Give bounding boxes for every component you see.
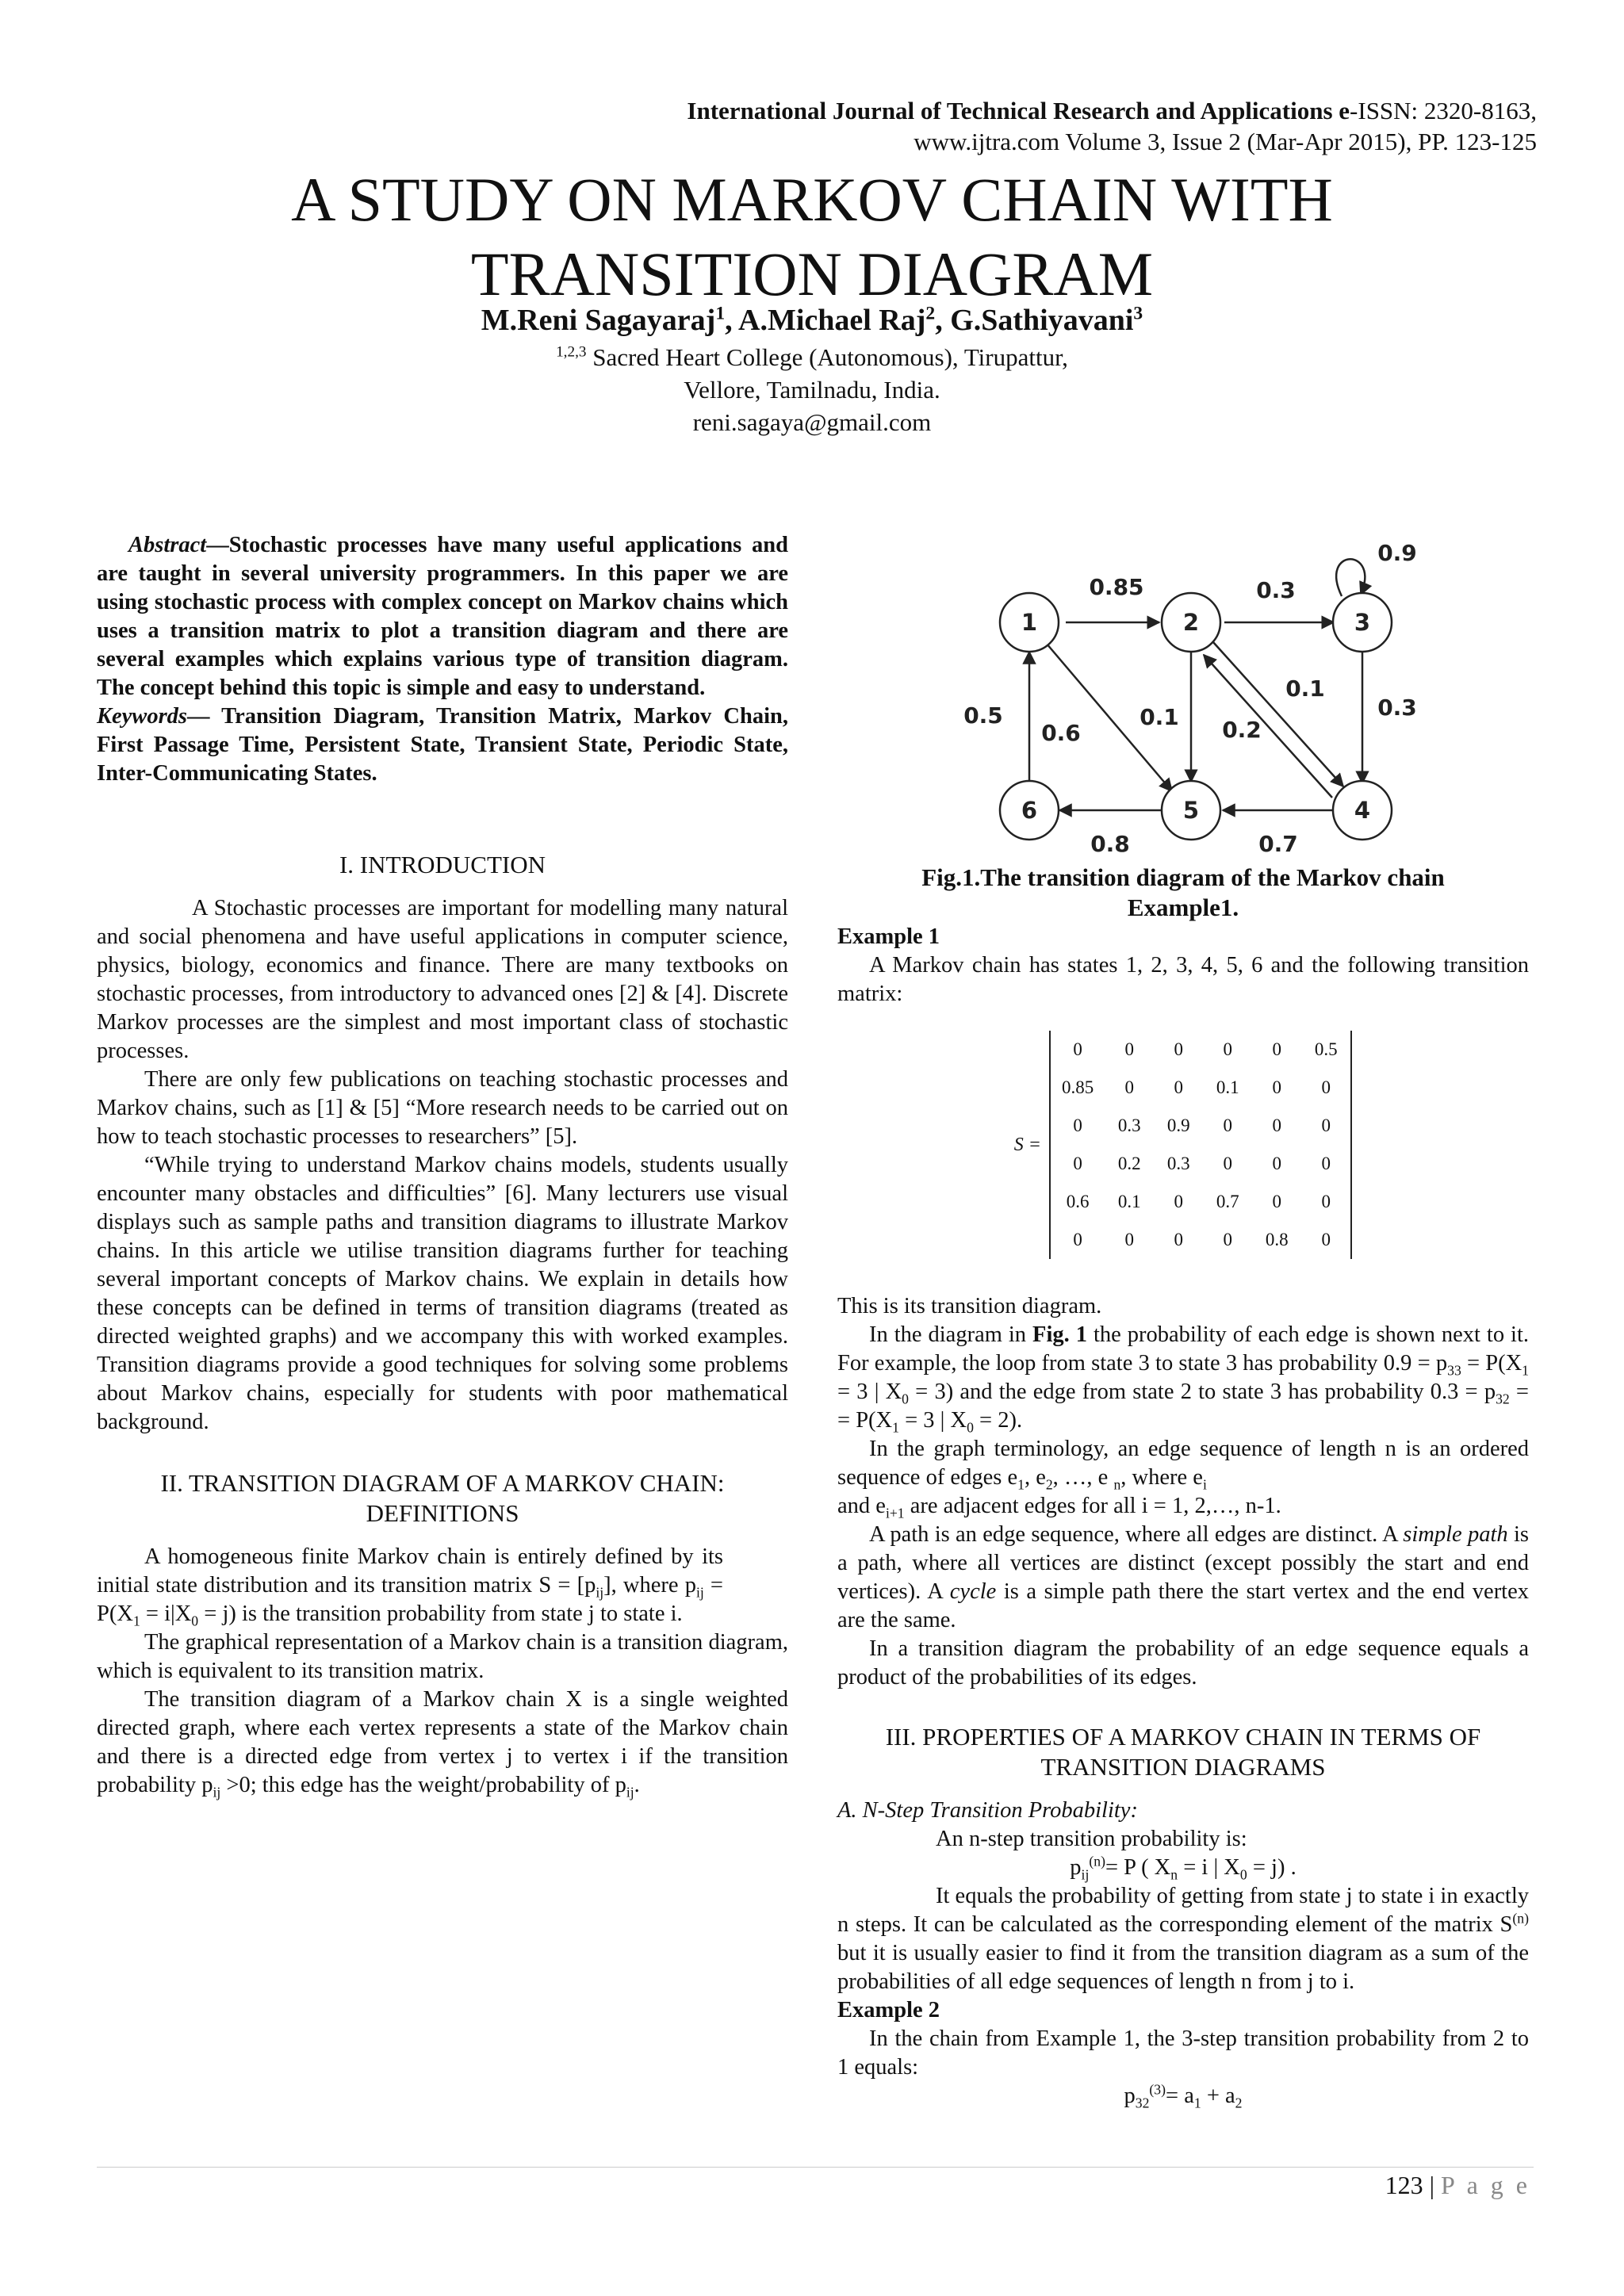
author-1: M.Reni Sagayaraj [481, 304, 716, 337]
weight-5-6: 0.8 [1090, 831, 1130, 857]
f-a: p [1070, 1855, 1082, 1880]
affiliation-text-1: Sacred Heart College (Autonomous), Tirupattur, [586, 343, 1068, 371]
title-line-2: TRANSITION DIAGRAM [470, 239, 1154, 308]
weight-2-4: 0.2 [1222, 717, 1262, 743]
left-column [97, 531, 788, 1800]
matrix-cell: 0 [1272, 1077, 1281, 1097]
f-sub2: n [1170, 1866, 1178, 1883]
author-3: , G.Sathiyavani [935, 304, 1134, 337]
transition-diagram [929, 531, 1437, 858]
weight-1-2: 0.85 [1089, 574, 1144, 600]
edge-3-3-loop [1336, 559, 1365, 596]
s2p1-a: A homogeneous finite Markov chain is entirely defined by its initial state distribution and its transition matrix S = [p [97, 1544, 723, 1598]
matrix-cell: 0 [1223, 1115, 1232, 1135]
matrix-cell: 0 [1272, 1039, 1281, 1059]
e1p2-d: = 3 | X [837, 1380, 902, 1404]
f-sub: ij [1081, 1866, 1090, 1883]
matrix-row [1050, 1221, 1351, 1259]
weight-2-5: 0.1 [1139, 704, 1179, 730]
section-2-paragraph-1 [97, 1543, 788, 1628]
page-word: P a g e [1440, 2171, 1530, 2199]
matrix-cell: 0 [1124, 1039, 1134, 1059]
section-2-heading [97, 1468, 788, 1529]
matrix-cell: 0 [1272, 1192, 1281, 1211]
e1p2-h: = 2). [973, 1408, 1023, 1433]
e1p2-f: = = P(X [837, 1380, 1529, 1433]
page-separator: | [1423, 2171, 1441, 2199]
f2-a: p [1124, 2084, 1136, 2108]
e1p2-fig-ref: Fig. 1 [1032, 1322, 1087, 1347]
e1p2-c: = P(X [1461, 1351, 1522, 1376]
example-1-text: A Markov chain has states 1, 2, 3, 4, 5, 6 and the following transition matrix: [837, 953, 1529, 1006]
matrix-cell: 0 [1073, 1039, 1082, 1059]
section-2-paragraph-2: The graphical representation of a Markov chain is a transition diagram, which is equivalent to its transition matrix. [97, 1630, 788, 1683]
e1p3-c: , …, e [1052, 1465, 1114, 1490]
s2p1-sub4: 0 [191, 1613, 199, 1629]
s2p1-d: = i|X [140, 1601, 192, 1626]
matrix-cell: 0 [1272, 1115, 1281, 1135]
author-2-sup: 2 [925, 303, 936, 324]
matrix-cell: 0 [1174, 1230, 1183, 1249]
matrix-cell: 0 [1272, 1154, 1281, 1173]
matrix-cell: 0 [1073, 1115, 1082, 1135]
author-list [0, 303, 1624, 338]
node-3-label: 3 [1354, 609, 1371, 636]
e1p2-s5: 1 [892, 1419, 899, 1436]
f-sub3: 0 [1239, 1866, 1247, 1883]
f2-b: = a [1166, 2084, 1194, 2108]
matrix-row [1050, 1069, 1351, 1107]
s2p1-b: ], where p [603, 1573, 696, 1598]
section-3-paragraph-1 [837, 1882, 1529, 1996]
example-2-text: In the chain from Example 1, the 3-step transition probability from 2 to 1 equals: [837, 2026, 1529, 2080]
e1p2-s4: 32 [1496, 1391, 1510, 1407]
n-step-formula [837, 1854, 1529, 1882]
example-1-paragraph-4 [837, 1521, 1529, 1635]
matrix-cell: 0 [1223, 1039, 1232, 1059]
page-number: 123 [1385, 2171, 1423, 2199]
weight-3-4: 0.3 [1377, 695, 1417, 721]
weight-1-5: 0.6 [1041, 720, 1081, 746]
section-2-title-2: DEFINITIONS [366, 1499, 519, 1527]
f2-sub: 32 [1135, 2095, 1150, 2111]
journal-line-2: www.ijtra.com Volume 3, Issue 2 (Mar-Apr 2015), PP. 123-125 [914, 128, 1537, 155]
matrix-cell: 0.9 [1166, 1115, 1190, 1135]
journal-issn: -ISSN: 2320-8163, [1350, 97, 1537, 124]
e1p2-b: the probability of each edge is shown next to it. For example, the loop from state 3 to state 3 has probability 0.9 = p [837, 1322, 1530, 1376]
title-line-1: A STUDY ON MARKOV CHAIN WITH [291, 165, 1333, 234]
example-1-after: This is its transition diagram. [837, 1294, 1102, 1318]
f-d: = j) . [1247, 1855, 1297, 1880]
matrix-row [1050, 1031, 1351, 1069]
example-1-paragraph-5: In a transition diagram the probability of an edge sequence equals a product of the probabilities of its edges. [837, 1636, 1529, 1689]
s2p1-sub1: ij [596, 1584, 604, 1601]
footer-rule [97, 2167, 1534, 2168]
matrix-label: S = [1013, 1135, 1041, 1155]
e1p4-a: A path is an edge sequence, where all edges are distinct. A [869, 1522, 1404, 1547]
affiliation-line-1 [0, 341, 1624, 373]
e1p2-g: = 3 | X [898, 1408, 967, 1433]
caption-line-1: Fig.1.The transition diagram of the Markov chain [921, 863, 1445, 891]
s2p1-e: = j) is the transition probability from state j to state i. [198, 1601, 683, 1626]
e1p2-s1: 33 [1447, 1362, 1461, 1379]
e1p3-f: are adjacent edges for all i = 1, 2,…, n-1. [904, 1494, 1281, 1518]
transition-matrix [837, 1031, 1529, 1259]
matrix-cell: 0 [1321, 1115, 1331, 1135]
subsection-a-heading: A. N-Step Transition Probability: [837, 1798, 1138, 1823]
matrix-cell: 0 [1174, 1077, 1183, 1097]
s2p1-c: = P(X [97, 1573, 723, 1626]
matrix-cell: 0.6 [1066, 1192, 1090, 1211]
section-1-num: I. I [339, 851, 369, 878]
node-2-label: 2 [1182, 609, 1200, 636]
matrix-cell: 0.1 [1117, 1192, 1141, 1211]
e1p3-d: , where e [1120, 1465, 1203, 1490]
matrix-cell: 0 [1321, 1154, 1331, 1173]
e1p3-a: In the graph terminology, an edge sequence of length n is an ordered sequence of edges e [837, 1437, 1529, 1490]
section-2-title-1: II. TRANSITION DIAGRAM OF A MARKOV CHAIN: [160, 1469, 725, 1497]
e1p3-e: and e [837, 1494, 886, 1518]
page-footer [1385, 2171, 1530, 2200]
e1p3-s3: n [1113, 1476, 1121, 1493]
author-email: reni.sagaya@gmail.com [692, 408, 932, 436]
e1p2-s3: 0 [902, 1391, 909, 1407]
e1p4-b: is a path, where all vertices are distinct (except possibly the start and end vertices). A [837, 1522, 1530, 1604]
matrix-cell: 0 [1223, 1230, 1232, 1249]
e1p2-s6: 0 [967, 1419, 974, 1436]
matrix-cell: 0.5 [1314, 1039, 1338, 1059]
section-3-title-1: III. PROPERTIES OF A MARKOV CHAIN IN TERMS OF [885, 1723, 1481, 1751]
s2p3-b: >0; this edge has the weight/probability of p [220, 1773, 626, 1797]
matrix-row [1050, 1183, 1351, 1221]
affiliation [0, 341, 1624, 438]
affiliation-line-2: Vellore, Tamilnadu, India. [684, 376, 940, 404]
journal-header [427, 95, 1537, 157]
intro-paragraph-2: There are only few publications on teaching stochastic processes and Markov chains, such as [1] & [5] “More research needs to be carried out on how to teach stochastic processes to researchers” [5]. [97, 1067, 788, 1149]
e1p4-c: is a simple path there the start vertex and the end vertex are the same. [837, 1579, 1530, 1632]
journal-name: International Journal of Technical Research and Applications e [687, 97, 1350, 124]
matrix-cell: 0.3 [1166, 1154, 1190, 1173]
author-2: , A.Michael Raj [725, 304, 926, 337]
subsection-a-intro: An n-step transition probability is: [936, 1827, 1247, 1851]
s2p3-sub1: ij [213, 1784, 221, 1800]
f-c: = i | X [1178, 1855, 1240, 1880]
matrix-cell: 0 [1174, 1192, 1183, 1211]
matrix-cell: 0.85 [1061, 1077, 1094, 1097]
matrix-cell: 0.7 [1216, 1192, 1239, 1211]
node-1-label: 1 [1021, 609, 1038, 636]
matrix-cell: 0 [1321, 1077, 1331, 1097]
section-2-paragraph-3 [97, 1686, 788, 1800]
e1p3-s4: i [1202, 1476, 1207, 1493]
e1p2-a: In the diagram in [869, 1322, 1033, 1347]
author-1-sup: 1 [715, 303, 726, 324]
weight-4-5: 0.7 [1258, 831, 1298, 857]
e1p3-b: , e [1024, 1465, 1046, 1490]
e1p4-simple-path: simple path [1403, 1522, 1508, 1547]
matrix-cell: 0 [1073, 1230, 1082, 1249]
matrix-cell: 0 [1223, 1154, 1232, 1173]
f2-sup: (3) [1149, 2081, 1166, 2098]
node-4-label: 4 [1354, 797, 1371, 824]
weight-2-3: 0.3 [1256, 577, 1296, 603]
journal-line-1 [427, 95, 1537, 126]
e1p3-s5: i+1 [885, 1505, 905, 1521]
f2-s2: 2 [1235, 2095, 1243, 2111]
e1p4-cycle: cycle [949, 1579, 997, 1604]
example-1-title: Example 1 [837, 924, 940, 949]
matrix-cell: 0.2 [1117, 1154, 1141, 1173]
node-5-label: 5 [1182, 797, 1200, 824]
matrix-cell: 0 [1073, 1154, 1082, 1173]
example-2-title: Example 2 [837, 1998, 940, 2022]
example-1-paragraph-2 [837, 1321, 1529, 1435]
matrix-cell: 0 [1124, 1077, 1134, 1097]
right-column [837, 531, 1529, 2110]
keywords [97, 702, 788, 788]
intro-paragraph-1: A Stochastic processes are important for modelling many natural and social phenomena and have useful applications in computer science, physics, biology, economics and finance. There are many textbooks on stochastic processes, from introductory to advanced ones [2] & [4]. Discrete Markov processes are the simplest and most important class of stochastic processes. [97, 896, 788, 1063]
section-1-heading [97, 850, 788, 880]
f-sup: (n) [1089, 1853, 1105, 1869]
s3p1-sup: (n) [1512, 1910, 1529, 1927]
s2p1-sub2: ij [695, 1584, 704, 1601]
paper-title [0, 163, 1624, 312]
edge-2-4 [1213, 642, 1343, 786]
keywords-text: — Transition Diagram, Transition Matrix, Markov Chain, First Passage Time, Persistent State, Transient State, Periodic State, Inter-Communicating States. [97, 704, 788, 786]
matrix-row [1050, 1107, 1351, 1145]
matrix-cell: 0 [1321, 1192, 1331, 1211]
f2-s1: 1 [1193, 2095, 1201, 2111]
node-6-label: 6 [1021, 797, 1038, 824]
matrix-cell: 0.1 [1216, 1077, 1239, 1097]
author-3-sup: 3 [1133, 303, 1143, 324]
weight-3-3: 0.9 [1377, 540, 1417, 566]
s2p1-sub3: 1 [132, 1613, 140, 1629]
matrix-cell: 0 [1124, 1230, 1134, 1249]
matrix-row [1050, 1145, 1351, 1183]
e1p3-s1: 1 [1017, 1476, 1025, 1493]
caption-line-2: Example1. [1127, 894, 1239, 921]
s3p1-b: but it is usually easier to find it from the transition diagram as a sum of the probabilities of all edge sequences of length n from j to i. [837, 1941, 1529, 1994]
e1p3-s2: 2 [1045, 1476, 1053, 1493]
affiliation-sup: 1,2,3 [556, 343, 587, 361]
matrix-cell: 0 [1174, 1039, 1183, 1059]
keywords-label: Keywords [97, 704, 187, 729]
s3p1-a: It equals the probability of getting from state j to state i in exactly n steps. It can be calculated as the corresponding element of the matrix S [837, 1884, 1529, 1937]
e1p2-e: = 3) and the edge from state 2 to state 3 has probability 0.3 = p [909, 1380, 1496, 1404]
weight-4-2: 0.1 [1285, 675, 1325, 702]
abstract-text: —Stochastic processes have many useful applications and are taught in several university programmers. In this paper we are using stochastic process with complex concept on Markov chains which uses a transition matrix to plot a transition diagram and there are several examples which explains various type of transition diagram. The concept behind this topic is simple and easy to understand. [97, 533, 788, 700]
s2p3-sub2: ij [626, 1784, 634, 1800]
matrix-cell: 0.8 [1265, 1230, 1289, 1249]
f2-c: + a [1201, 2084, 1235, 2108]
section-1-title: NTRODUCTION [368, 851, 546, 878]
matrix-cell: 0.3 [1117, 1115, 1141, 1135]
example-1-paragraph-3 [837, 1435, 1529, 1521]
section-3-heading [837, 1722, 1529, 1782]
s2p3-c: . [634, 1773, 640, 1797]
abstract-label: Abstract [128, 533, 207, 557]
figure-caption [837, 863, 1529, 923]
section-3-title-2: TRANSITION DIAGRAMS [1040, 1753, 1326, 1781]
intro-paragraph-3: “While trying to understand Markov chains models, students usually encounter many obstacles and difficulties” [6]. Many lecturers use visual displays such as sample paths and transition diagrams to illustrate Markov chains. In this article we utilise transition diagrams further for teaching several important concepts of Markov chains. We explain in details how these concepts can be defined in terms of transition diagrams (treated as directed weighted graphs) and we accompany this with worked examples. Transition diagrams provide a good techniques for solving some problems about Markov chains, especially for students with poor mathematical background. [97, 1153, 788, 1434]
weight-6-1: 0.5 [963, 702, 1003, 729]
abstract [97, 531, 788, 702]
three-step-formula [837, 2082, 1529, 2110]
f-b: = P ( X [1105, 1855, 1171, 1880]
s2p3-a: The transition diagram of a Markov chain X is a single weighted directed graph, where each vertex represents a state of the Markov chain and there is a directed edge from vertex j to vertex i if the transition probability p [97, 1687, 788, 1797]
matrix-cell: 0 [1321, 1230, 1331, 1249]
e1p2-s2: 1 [1522, 1362, 1529, 1379]
matrix-table [1049, 1031, 1352, 1259]
